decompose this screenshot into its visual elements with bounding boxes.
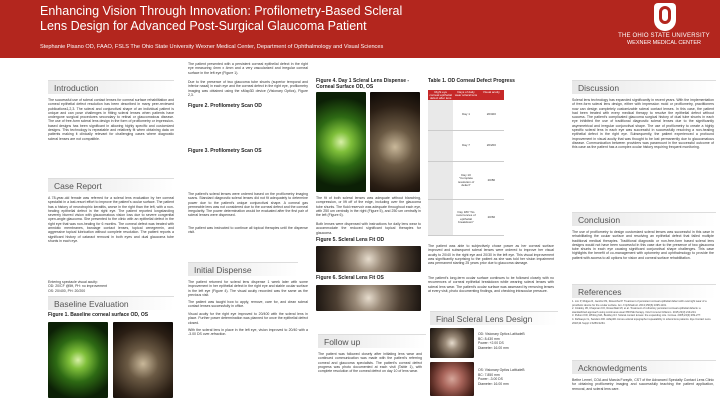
intro-heading: Introduction — [48, 80, 174, 94]
table-row: Day 1 20/400 — [428, 100, 504, 131]
dispense-text-b: The patient was taught how to apply, remove, care for, and clean scleral contact lenses successfully in office. — [188, 300, 308, 309]
presentation-text-b: Due to the presence of two glaucoma tube shunts (superior temporal and inferior nasal) in each eye and the corneal defect in the right eye, profilometry imaging was obtained using the sMap3D device (Visionary Optics), Figure 2,3. — [188, 80, 308, 97]
references-heading: References — [572, 284, 716, 298]
conclusion-heading: Conclusion — [572, 212, 716, 226]
table1-caption: Table 1. OD Corneal Defect Progress — [428, 78, 515, 84]
fig5-caption: Figure 5. Scleral Lens Fit OD — [316, 237, 385, 243]
fig5-photo — [316, 246, 421, 272]
fit-text-a: The fit of both scleral lenses was adequate without blanching, compression, or lift off of the edge, including over the glaucoma tube shunts. The fluid reservoir was adequate throughout each eye, with 250 um centrally in the right (Figure 5), and 250 um centrally in the left (Figure 6). — [316, 196, 421, 218]
table-photo — [428, 131, 453, 161]
discussion-text: Scleral lens technology has expanded significantly in recent years. With the implementation of free-form scleral lens design, either with impression mold or profilometry, practitioners now can design completely customizable scleral contact lenses. In this case, the patient had been treated with every medical therapy to resolve the epithelial defect without success. The patient's complicated glaucoma surgical history of dual tube shunts in each eye inhibited the use of traditional diagnostic scleral lenses due to the significantly asymmetrical and irregular conjunctival shape. The use of profilometry to create a highly specific scleral lens in each eye was successful in successfully resolving a non-healing epithelial defect in the right eye. Subsequently, the patient experienced a profound improvement in visual acuity that was thought to be lost permanently due to glaucomatous disease. Communication between providers was paramount in the successful outcome of this case as the patient has a complex ocular history requiring frequent monitoring. — [572, 98, 714, 150]
od-lens-spec: OD: Visionary Optics LatitudeB BC: 8.430 mm Power: +2.00 DS Diameter: 16.00 mm — [478, 332, 525, 350]
table-photo — [428, 162, 453, 199]
dispense-text-d: With the scleral lens in place in the left eye, vision improved to 20/40 with a -3.00 DS over-refraction. — [188, 328, 308, 337]
table-photo — [428, 100, 453, 130]
university-logo: THE OHIO STATE UNIVERSITY WEXNER MEDICAL CENTER — [612, 3, 716, 55]
fig1-od-photo — [48, 322, 108, 398]
dispense-text-a: The patient returned for scleral lens dispense 1 week later with some improvement in her epithelial defect in the right eye and stable ocular surface in the left eye (Figure 4). The visual acuity recorded was the same as the previous visit. — [188, 280, 308, 297]
fig2-caption: Figure 2. Profilometry Scan OD — [188, 103, 262, 109]
fig6-caption: Figure 6. Scleral Lens Fit OS — [316, 275, 384, 281]
result-text-b: The patient's long-term ocular surface continues to be followed closely with no recurrences of corneal epithelial breakdown while wearing scleral lenses with scleral lens wear. The patient's ocular surface was assessed by removing lenses at every visit, photo documenting findings, and checking intraocular pressure. — [428, 276, 554, 293]
table-photo — [428, 200, 453, 235]
table-row: Day 10 "Complete resolution of defect" 20/80 — [428, 162, 504, 200]
references-list: 1. Lim P, Ridges R, Jacobs DS, Rosenthal P. Treatment of persistent corneal epithelial defect with overnight wear of a prosthetic device for the ocular surface. Am J Ophthalmol. 2013;156(6):1095-1101. 2. Ciralsky JB, Chapman KO, Rosenblatt MI, et al. Treatment of refractory persistent corneal epithelial defects: a standardized approach using continuous wear PROSE therapy. Ocul Immunol Inflamm. 2015;23(3):219-224. 3. Pullum KW, Whiting MA, Buckley RJ. Scleral contact lenses: the expanding role. Cornea. 2005;24(3):269-277. 4. DeNaeyer G, Sanders DR. sMap3D corneo-scleral topographer repeatability in scleral lens patients. Eye Contact Lens. 2018;44 Suppl 1:S259-S264. — [572, 300, 712, 325]
block-o-icon — [654, 3, 676, 31]
presentation-text-a: The patient presented with a persistent corneal epithelial defect in the right eye measuring 4mm x 4mm and a very vascularized and irregular corneal surface in the left eye (Figure 1). — [188, 62, 308, 75]
fig4-caption: Figure 4. Day 1 Scleral Lens Dispense - Corneal Surface OD, OS — [316, 78, 410, 90]
fig6-photo — [316, 285, 421, 311]
fit-text-b: Both lenses were dispensed with instructions for daily lens wear to accommodate the reduced significant topical therapies for glaucoma. — [316, 222, 421, 235]
table-row: Day 180 "No recurrences of epithelial breakdown" 20/60 — [428, 200, 504, 236]
table-row: Day 7 20/200 — [428, 131, 504, 162]
follow-up-text: The patient was followed closely after initiating lens wear and continued communication was made with the patient's referring corneal and glaucoma specialists. The patient's corneal defect progress was photo documented at each visit (Table 1), with complete resolution of the corneal defect on day 10 of lens wear. — [318, 352, 422, 374]
corneal-defect-table — [428, 90, 504, 236]
final-od-photo — [430, 328, 474, 358]
intro-text: The successful use of scleral contact lenses for corneal surface rehabilitation and corneal epithelial defect resolution has been described in many peer-reviewed publications1,2,3. The scleral and conjunctival shape of an individual patient is unique and can pose challenges in fitting scleral lenses when patients have undergone surgical procedures secondary to retinal or glaucomatous disease. The use of free-form scleral lens design in the form of profilometry or impression-based designs has been significant in allowing highly specific and customized designs. This technology is repeatable and relatively fit when obtaining data on patients making it clinically relevant for challenging cases where diagnostic scleral lenses are not compatible. — [48, 98, 174, 141]
baseline-heading: Baseline Evaluation — [48, 296, 174, 310]
lens-order-text-a: The patient's scleral lenses were ordered based on the profilometry imaging scans. Standard diagnostic scleral lenses did not fit adequately to determine power due to the patient's unique conjunctival shape. A corneal gas permeable lens was not considered due to the corneal defect and the corneal irregularity. The power determination would be evaluated after the first pair of scleral lenses were dispensed. — [188, 192, 308, 218]
fig3-caption: Figure 3. Profilometry Scan OS — [188, 148, 262, 154]
acknowledgments-text: Bethe Lemel, COA and Marcia Forsyth, CST of the Advanced Specialty Contact Lens Clinic for obtaining profilometry imaging and successfully teaching the patient application, removal, and scleral lens care. — [572, 378, 714, 391]
os-lens-spec: OS: Visionary Optics LatitudeB BC: 7.850 mm Power: -3.00 DS Diameter: 16.00 mm — [478, 368, 525, 386]
case-report-text: A 78-year-old female was referred for a scleral lens evaluation by her corneal specialist in a last-resort effort to improve the patient's ocular surface. The patient has a history of neurotrophic keratitis, worse in the right than the left, with a non-healing epithelial defect in the right eye. The patient reported longstanding severely blurred vision with glaucomatous vision loss due to severe congenital open-angle glaucoma. She presented to the clinic with an epithelial defect in the right eye that was non-healing for 6 months. The corneal defect was treated with amniotic membranes, bandage contact lenses, topical cenegermin, and aggressive topical lubrication without complete resolution. The patient reports a significant history of cataract removal in both eyes and dual glaucoma tube shunts in each eye. — [48, 196, 174, 243]
poster-authors: Stephanie Pisano OD, FAAO, FSLS The Ohio State University Wexner Medical Center, Department of Ophthalmology and Visual Sciences — [40, 44, 384, 50]
fig1-os-photo — [113, 322, 173, 398]
initial-dispense-heading: Initial Dispense — [188, 262, 298, 276]
final-design-heading: Final Scleral Lens Design — [430, 311, 558, 325]
fig1-caption: Figure 1. Baseline corneal surface OD, OS — [48, 312, 149, 318]
fig4-od-photo — [316, 92, 366, 192]
final-os-photo — [430, 362, 474, 396]
conclusion-text: The use of profilometry to design customized scleral lenses was successful in this case in rehabilitating the ocular surface and resolving an epithelial defect that failed multiple traditional medical therapies. Traditional diagnostic or non-free-form based scleral lens designs would not have been successful in this case due to the presence of two glaucoma tube shunts in each eye causing significant conjunctival shape challenges. This case highlights the benefit of co-management with optometry and ophthalmology to provide the patient with access to all options for vision and corneal surface rehabilitation. — [572, 230, 714, 260]
dispense-text-c: Visual acuity for the right eye improved to 20/400 with the scleral lens in place. Further power determination was planned for once the epithelial defect closed. — [188, 312, 308, 325]
acknowledgments-heading: Acknowledgments — [572, 360, 716, 374]
poster-title: Enhancing Vision Through Innovation: Profilometry-Based Scleral Lens Design for Advanced Post-Surgical Glaucoma Patient — [40, 4, 403, 33]
table-header: Right eye corneal epithelial defect after lens Days of daily wear scleral lens Visual acuity — [428, 90, 504, 100]
lens-order-text-b: The patient was instructed to continue all topical therapies until the dispense visit. — [188, 226, 308, 235]
result-text-a: The patient was able to subjectively chose power as her corneal surface improved and subsequent scleral lenses were ordered to improve her visual acuity to 20/40 in the right eye and 20/30 in the left eye. This visual improvement was significantly surprising to the patient as she was told her vision impairment was permanent starting 25 years prior due to glaucoma damage. — [428, 244, 554, 266]
poster-header — [0, 0, 720, 58]
case-report-heading: Case Report — [48, 178, 174, 192]
entering-va: Entering spectacle visual acuity: OD: 20/CF @5ft, PH: no improvement OS: 20/400, PH: 20/200 — [48, 280, 107, 293]
discussion-heading: Discussion — [572, 80, 716, 94]
follow-up-heading: Follow up — [318, 334, 426, 348]
fig4-os-photo — [370, 92, 420, 192]
